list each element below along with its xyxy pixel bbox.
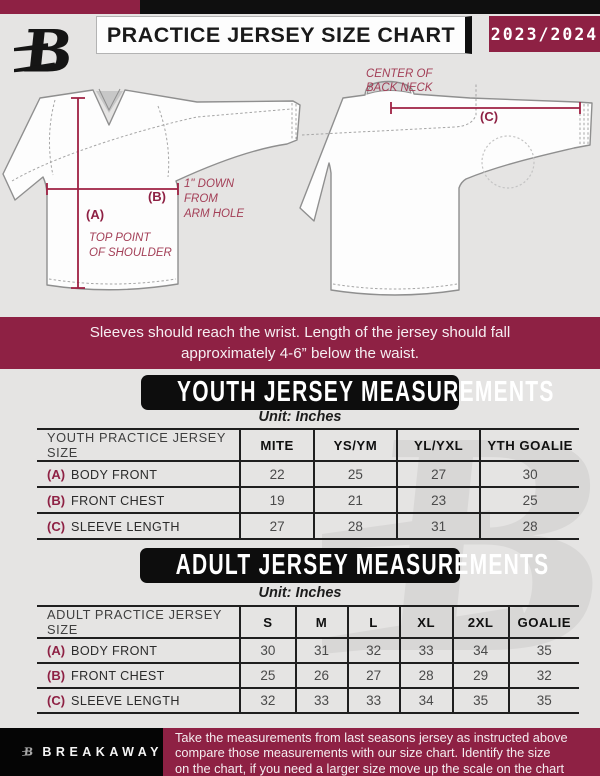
row-key: (C) [47,693,66,708]
youth-col-mite: MITE [240,429,314,461]
table-row [37,638,579,663]
page-title-box [96,16,472,54]
cell-value: 32 [348,638,400,663]
label-b-note-1: 1" DOWN [184,178,235,190]
cell-value: 31 [296,638,348,663]
back-jersey-drawing [300,68,592,295]
cell-value: 30 [240,638,295,663]
page-title: PRACTICE JERSEY SIZE CHART [106,22,456,47]
adult-size-table [37,605,579,714]
row-key: (B) [47,492,66,508]
adult-section-heading: ADULT JERSEY MEASUREMENTS [175,548,550,581]
cell-value: 22 [240,461,314,487]
label-b: (B) [147,189,166,204]
row-key: (C) [47,518,66,534]
adult-table-header-row [37,606,579,638]
cell-value: 23 [397,487,480,513]
table-row [37,513,579,539]
cell-value: 31 [397,513,480,539]
adult-col-xl: XL [400,606,453,638]
youth-col-goalie: YTH GOALIE [480,429,579,461]
fit-notice-line-1: Sleeves should reach the wrist. Length of the jersey should fall [89,324,511,341]
label-c: (C) [480,109,499,124]
cell-value: 33 [348,688,400,713]
cell-value: 35 [509,638,579,663]
cell-value: 34 [453,638,509,663]
cell-value: 21 [314,487,397,513]
cell-value: 32 [509,663,579,688]
row-label: SLEEVE LENGTH [71,694,180,708]
cell-value: 28 [314,513,397,539]
row-label: BODY FRONT [71,644,158,658]
cell-value: 19 [240,487,314,513]
cell-value: 25 [480,487,579,513]
front-jersey-drawing [3,89,300,290]
label-c-note-1: CENTER OF [366,68,433,80]
adult-col-s: S [240,606,295,638]
season-badge [489,16,600,52]
row-label: BODY FRONT [71,467,158,482]
top-strip-maroon [0,0,140,14]
label-a-note-1: TOP POINT [89,232,151,244]
adult-col-goalie: GOALIE [509,606,579,638]
cell-value: 26 [296,663,348,688]
cell-value: 28 [480,513,579,539]
youth-table-header-row [37,429,579,461]
youth-size-table [37,428,579,540]
youth-col-ylyxl: YL/YXL [397,429,480,461]
cell-value: 34 [400,688,453,713]
table-row [37,688,579,713]
footer [0,728,600,776]
row-key: (A) [47,643,66,658]
label-b-note-2: FROM [184,193,218,205]
row-label: FRONT CHEST [71,669,165,683]
footer-instructions-line-2: compare those measurements with our size chart. Identify the size [175,745,551,761]
fit-notice-banner [0,317,600,369]
youth-section-banner [141,375,555,410]
cell-value: 28 [400,663,453,688]
table-row [37,487,579,513]
row-label: SLEEVE LENGTH [71,519,180,534]
cell-value: 27 [348,663,400,688]
label-c-note-2: BACK NECK [366,82,433,94]
row-label: FRONT CHEST [71,493,165,508]
footer-brand-name: BREAKAWAY [42,745,163,759]
table-row [37,461,579,487]
cell-value: 35 [453,688,509,713]
footer-instructions [163,728,600,776]
cell-value: 33 [400,638,453,663]
jersey-measurement-diagram [0,53,600,317]
youth-col-ysym: YS/YM [314,429,397,461]
footer-instructions-line-3: on the chart, if you need a larger size move up the scale on the chart [175,760,565,776]
fit-notice-line-2: approximately 4-6” below the waist. [180,345,420,362]
cell-value: 35 [509,688,579,713]
adult-unit-label: Unit: Inches [258,585,342,601]
label-b-note-3: ARM HOLE [184,208,245,220]
cell-value: 29 [453,663,509,688]
table-row [37,663,579,688]
youth-unit-label: Unit: Inches [258,409,342,425]
label-a-note-2: OF SHOULDER [89,247,172,259]
youth-col-size: YOUTH PRACTICE JERSEY SIZE [47,430,226,460]
youth-section-heading: YOUTH JERSEY MEASUREMENTS [176,375,555,408]
footer-breakaway-logo-icon [22,737,33,767]
adult-section-banner [140,548,550,583]
adult-col-2xl: 2XL [453,606,509,638]
cell-value: 30 [480,461,579,487]
adult-col-l: L [348,606,400,638]
cell-value: 25 [314,461,397,487]
row-key: (A) [47,466,66,482]
season-label: 2023/2024 [490,24,599,44]
cell-value: 27 [397,461,480,487]
cell-value: 27 [240,513,314,539]
label-a: (A) [86,207,105,222]
footer-brand-block [0,728,163,776]
cell-value: 33 [296,688,348,713]
row-key: (B) [47,668,66,683]
cell-value: 32 [240,688,295,713]
adult-col-size: ADULT PRACTICE JERSEY SIZE [47,607,222,637]
footer-instructions-line-1: Take the measurements from last seasons jersey as instructed above [175,729,568,745]
adult-col-m: M [296,606,348,638]
cell-value: 25 [240,663,295,688]
